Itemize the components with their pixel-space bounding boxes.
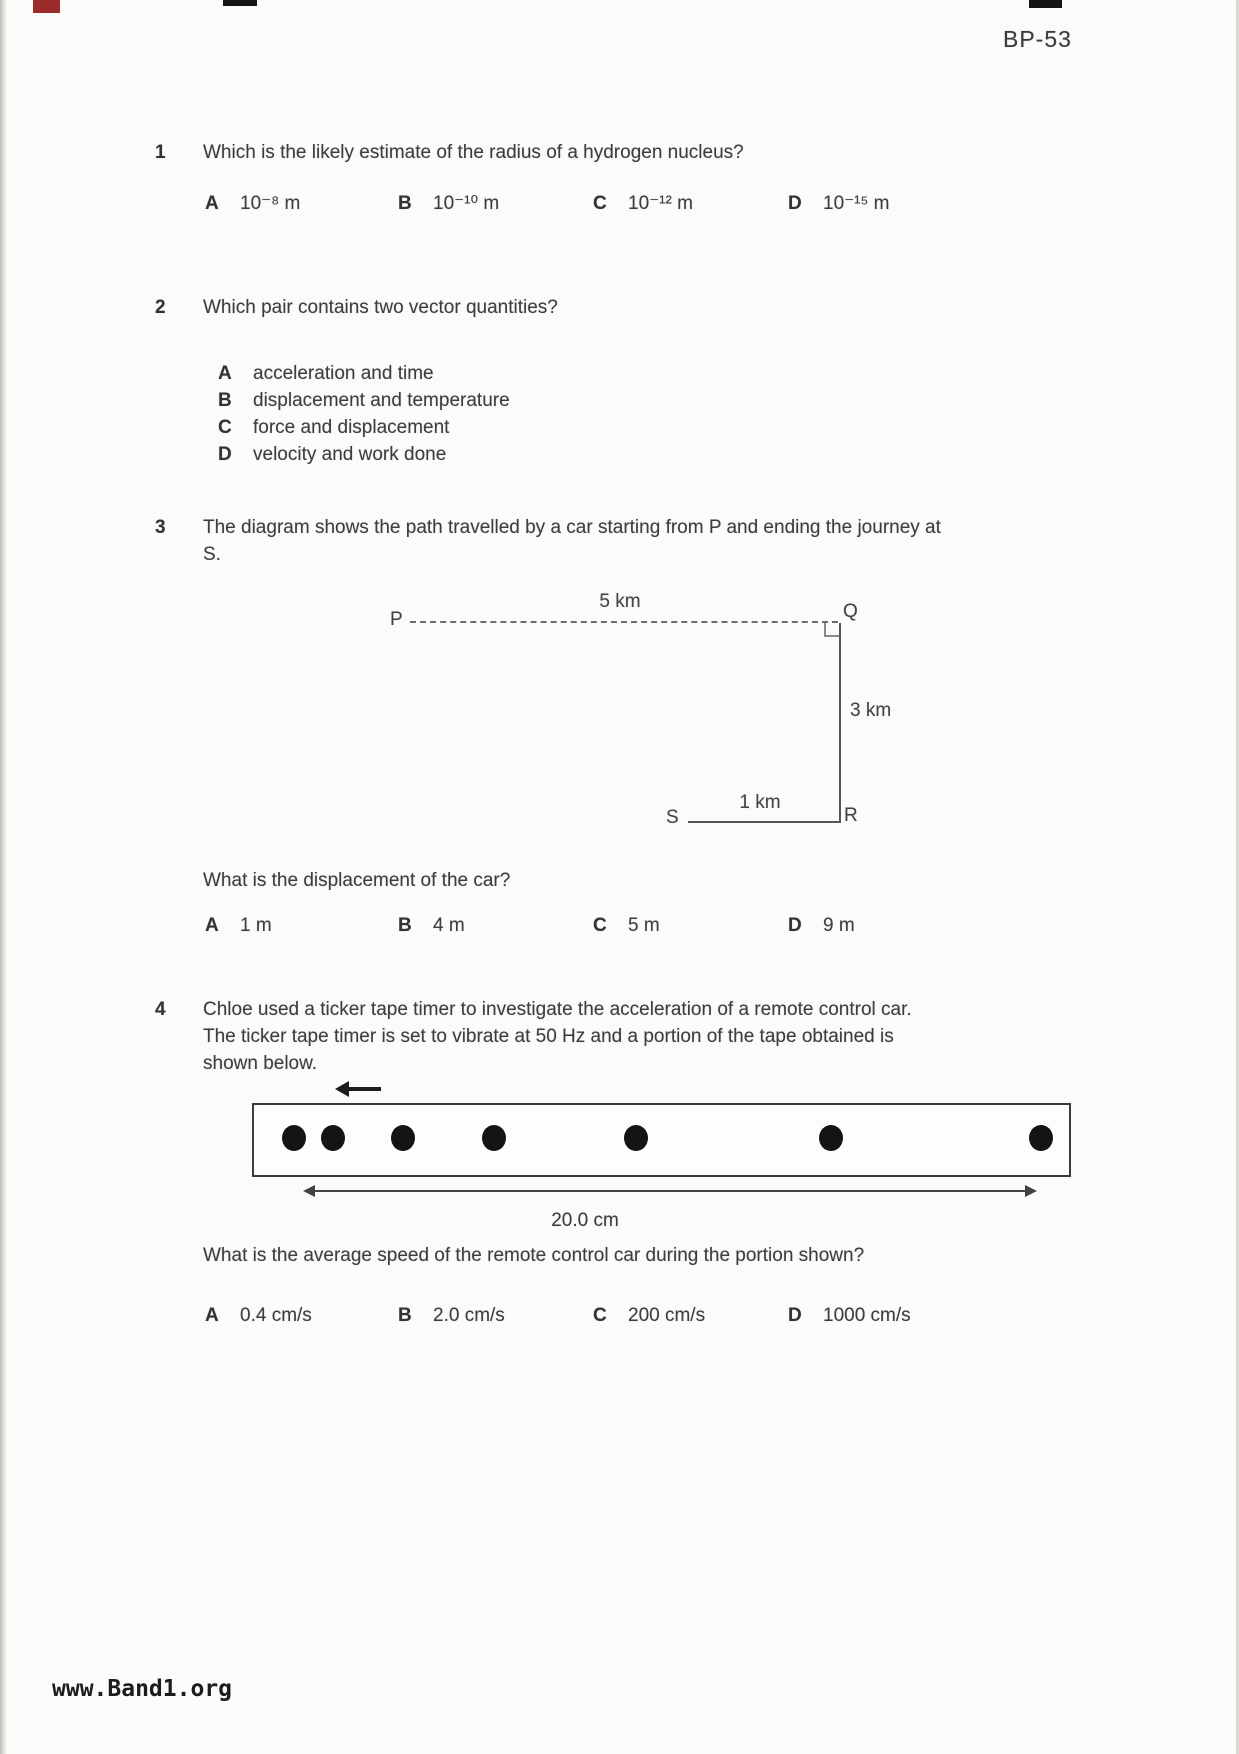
q2-text: Which pair contains two vector quantities? (203, 297, 558, 318)
q2-number: 2 (155, 297, 166, 318)
page-code: BP-53 (1003, 26, 1072, 52)
option-value: 9 m (823, 915, 855, 936)
option-letter: D (788, 193, 802, 214)
option-value: displacement and temperature (253, 390, 510, 411)
option-letter: A (205, 915, 219, 936)
option-value: 10⁻¹² m (628, 193, 693, 214)
q3-option-b (398, 915, 465, 937)
option-letter: C (218, 417, 232, 438)
q4-text-line2: The ticker tape timer is set to vibrate at 50 Hz and a portion of the tape obtained is (203, 1026, 894, 1047)
option-letter: C (593, 1305, 607, 1326)
option-value: force and displacement (253, 417, 450, 438)
option-letter: D (788, 1305, 802, 1326)
point-s-label: S (666, 807, 679, 828)
q4-option-d (788, 1305, 911, 1327)
option-letter: D (788, 915, 802, 936)
tape-dot (321, 1125, 345, 1151)
q3-text-line2: S. (203, 544, 221, 565)
option-value: 10⁻¹⁰ m (433, 193, 500, 214)
q2-option-b (218, 390, 510, 412)
option-letter: C (593, 915, 607, 936)
tape-length-label: 20.0 cm (551, 1210, 619, 1231)
left-arrow-icon (335, 1081, 383, 1097)
q3-number: 3 (155, 517, 166, 538)
q4-text-line3: shown below. (203, 1053, 318, 1074)
scan-black-mark-1 (223, 0, 257, 6)
scan-edge-left (0, 0, 7, 1754)
arrow-shaft (347, 1087, 381, 1091)
point-r-label: R (844, 805, 858, 826)
q3-text-line1: The diagram shows the path travelled by a car starting from P and ending the journey at (203, 517, 941, 538)
option-value: velocity and work done (253, 444, 447, 465)
option-letter: C (593, 193, 607, 214)
option-letter: A (205, 193, 219, 214)
q3-option-d (788, 915, 855, 937)
tape-dot (482, 1125, 506, 1151)
tape-dot (624, 1125, 648, 1151)
q1-option-d (788, 192, 889, 215)
option-letter: B (218, 390, 232, 411)
option-letter: A (218, 363, 232, 384)
q4-option-c (593, 1305, 705, 1327)
q1-option-b (398, 192, 499, 215)
option-value: 200 cm/s (628, 1305, 706, 1326)
option-value: 10⁻⁸ m (240, 193, 301, 214)
sr-line (688, 821, 840, 823)
tape-dot (282, 1125, 306, 1151)
option-letter: B (398, 1305, 412, 1326)
distance-qr-label: 3 km (850, 700, 892, 721)
point-p-label: P (390, 609, 403, 630)
footer-website: www.Band1.org (52, 1676, 233, 1702)
option-value: 1000 cm/s (823, 1305, 911, 1326)
pq-dashed-line (410, 621, 838, 623)
scan-black-mark-2 (1029, 0, 1062, 8)
tape-dot (391, 1125, 415, 1151)
dimension-arrow (303, 1184, 1037, 1198)
arrowhead-right-icon (1025, 1185, 1037, 1197)
q4-number: 4 (155, 999, 166, 1020)
option-letter: B (398, 193, 412, 214)
tape-dot (1029, 1125, 1053, 1151)
q2-option-a (218, 363, 434, 385)
option-letter: B (398, 915, 412, 936)
q4-option-a (205, 1305, 312, 1327)
option-value: 4 m (433, 915, 465, 936)
tape-dot (819, 1125, 843, 1151)
option-value: 0.4 cm/s (240, 1305, 312, 1326)
option-value: 1 m (240, 915, 272, 936)
q3-path-diagram (380, 585, 910, 845)
q4-text-line1: Chloe used a ticker tape timer to investigate the acceleration of a remote control car. (203, 999, 912, 1020)
q3-option-a (205, 915, 272, 937)
distance-sr-label: 1 km (739, 792, 781, 813)
q3-option-c (593, 915, 660, 937)
ticker-tape (252, 1103, 1071, 1177)
q4-sub-question: What is the average speed of the remote control car during the portion shown? (203, 1245, 865, 1266)
q1-number: 1 (155, 142, 166, 163)
option-value: 5 m (628, 915, 660, 936)
option-value: 2.0 cm/s (433, 1305, 505, 1326)
q2-option-d (218, 444, 446, 466)
q2-option-c (218, 417, 449, 439)
option-value: acceleration and time (253, 363, 434, 384)
q1-text: Which is the likely estimate of the radius of a hydrogen nucleus? (203, 142, 744, 163)
right-angle-mark (824, 623, 840, 637)
point-q-label: Q (843, 601, 858, 622)
q1-option-c (593, 192, 693, 215)
dimension-line (312, 1190, 1028, 1192)
option-value: 10⁻¹⁵ m (823, 193, 890, 214)
q4-option-b (398, 1305, 505, 1327)
scan-red-mark (33, 0, 60, 13)
q3-sub-question: What is the displacement of the car? (203, 870, 511, 891)
qr-line (839, 623, 841, 823)
option-letter: A (205, 1305, 219, 1326)
option-letter: D (218, 444, 232, 465)
q1-option-a (205, 192, 300, 215)
distance-pq-label: 5 km (599, 591, 641, 612)
